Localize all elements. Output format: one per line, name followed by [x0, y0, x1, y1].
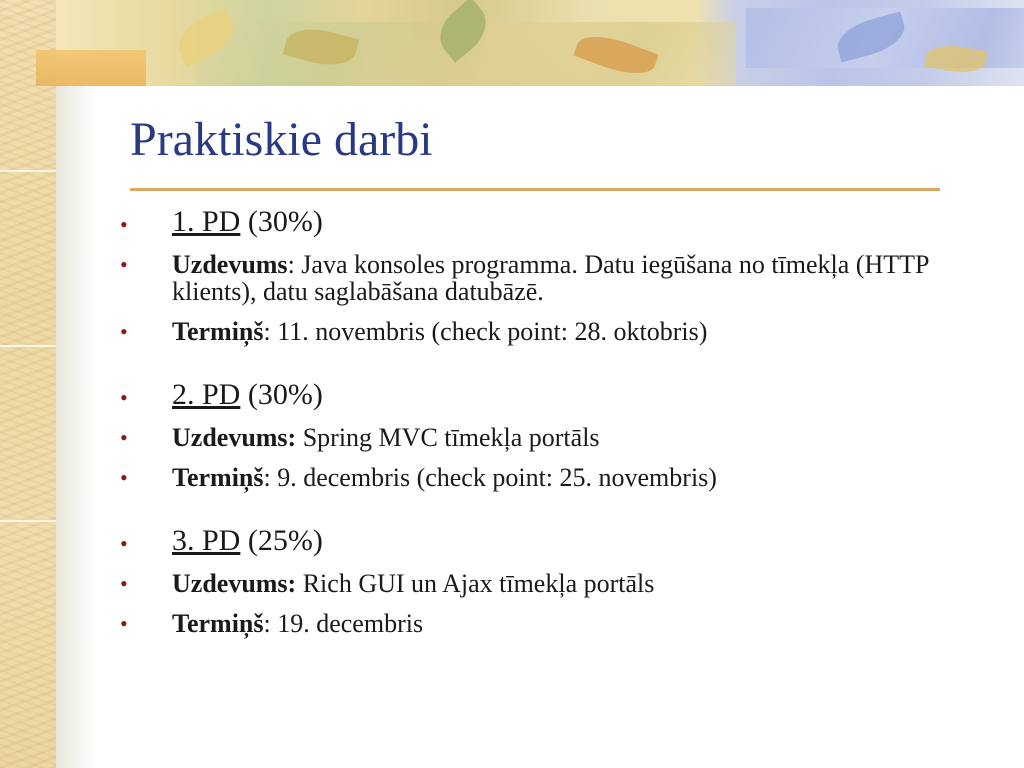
- decorative-banner: [56, 0, 1024, 86]
- deadline-label: Termiņš: [172, 463, 264, 492]
- deadline-text: : 11. novembris (check point: 28. oktobris): [263, 317, 708, 346]
- slide-title: Praktiskie darbi: [130, 113, 433, 166]
- bullet-icon: •: [120, 425, 128, 450]
- bullet-item-pd1-task: [112, 251, 972, 305]
- bullet-icon: •: [120, 319, 128, 344]
- bullet-icon: •: [120, 385, 128, 410]
- deadline-label: Termiņš: [172, 609, 264, 638]
- decorative-parchment-strip: [0, 0, 56, 768]
- bullet-item-pd3-task: [112, 570, 972, 597]
- deadline-text: : 19. decembris: [263, 609, 424, 638]
- strip-divider: [0, 520, 56, 522]
- pd3-weight: (25%): [240, 524, 323, 557]
- deadline-text: : 9. decembris (check point: 25. novembris): [263, 463, 717, 492]
- bullet-icon: •: [120, 571, 128, 596]
- deadline-label: Termiņš: [172, 317, 264, 346]
- task-label: Uzdevums: [172, 250, 288, 279]
- bullet-icon: •: [120, 531, 128, 556]
- bullet-list: [112, 206, 972, 650]
- pd1-weight: (30%): [240, 205, 323, 238]
- strip-divider: [0, 170, 56, 172]
- bullet-icon: •: [120, 212, 128, 237]
- bullet-item-pd2: [112, 379, 972, 411]
- bullet-item-pd2-deadline: [112, 464, 972, 491]
- pd1-link[interactable]: 1. PD: [172, 205, 241, 238]
- strip-divider: [0, 345, 56, 347]
- task-text: Spring MVC tīmekļa portāls: [296, 423, 600, 452]
- task-label: Uzdevums:: [172, 569, 297, 598]
- decorative-shade: [56, 86, 96, 768]
- pd2-link[interactable]: 2. PD: [172, 378, 241, 411]
- bullet-item-pd2-task: [112, 424, 972, 451]
- title-underline-rule: [130, 188, 940, 191]
- bullet-icon: •: [120, 465, 128, 490]
- bullet-icon: •: [120, 252, 128, 277]
- bullet-item-pd1-deadline: [112, 318, 972, 345]
- task-text: Rich GUI un Ajax tīmekļa portāls: [296, 569, 655, 598]
- decorative-gold-band: [36, 50, 146, 86]
- bullet-item-pd3-deadline: [112, 610, 972, 637]
- bullet-item-pd3: [112, 525, 972, 557]
- task-label: Uzdevums:: [172, 423, 297, 452]
- pd3-link[interactable]: 3. PD: [172, 524, 241, 557]
- bullet-icon: •: [120, 611, 128, 636]
- pd2-weight: (30%): [240, 378, 323, 411]
- task-text: : Java konsoles programma. Datu iegūšana no tīmekļa (HTTP klients), datu saglabāšana datubāzē.: [172, 250, 929, 306]
- bullet-item-pd1: [112, 206, 972, 238]
